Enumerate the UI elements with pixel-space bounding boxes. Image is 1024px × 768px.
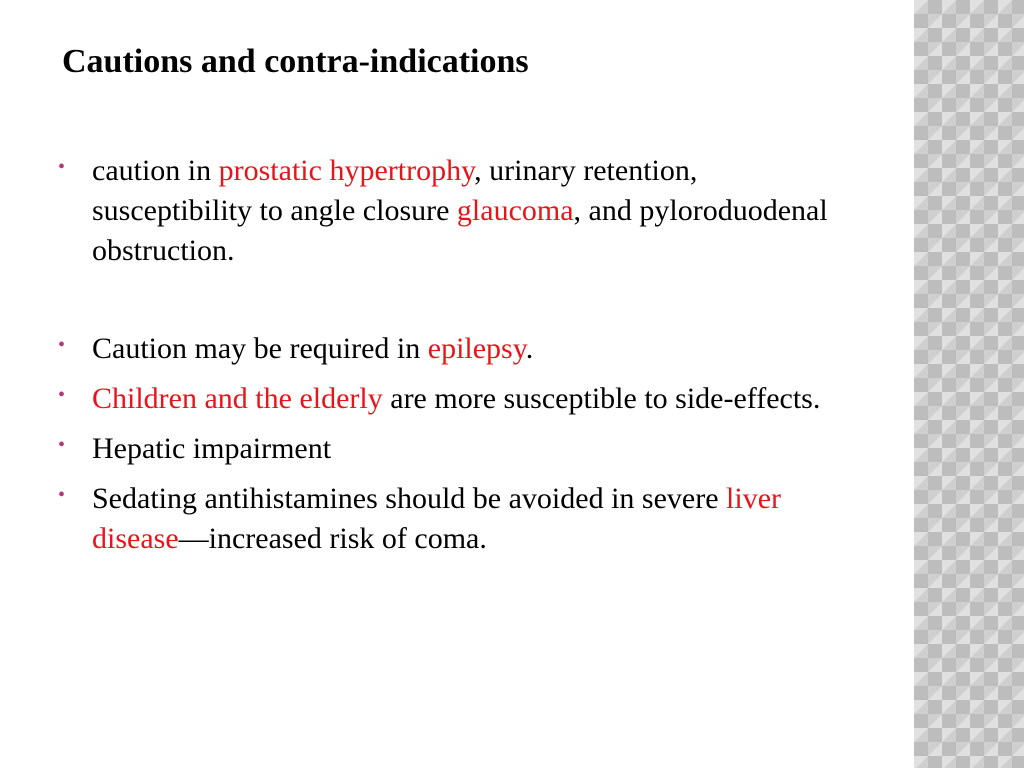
bullet-item-2 xyxy=(58,329,848,369)
bullet-item-4 xyxy=(58,429,848,469)
highlighted-term: prostatic hypertrophy xyxy=(218,154,475,187)
bullet-text: —increased risk of coma. xyxy=(178,522,487,555)
bullet-icon: • xyxy=(58,384,66,406)
bullet-text: . xyxy=(525,332,534,365)
highlighted-term: glaucoma xyxy=(456,194,574,227)
bullet-item-1 xyxy=(58,151,848,271)
bullet-text: Sedating antihistamines should be avoided in severe xyxy=(92,482,727,515)
highlighted-term: Children and the elderly xyxy=(92,382,383,415)
bullet-item-3 xyxy=(58,379,848,419)
bullet-icon: • xyxy=(58,434,66,456)
bullet-icon: • xyxy=(58,156,66,178)
slide-title: Cautions and contra-indications xyxy=(62,43,529,80)
highlighted-term: epilepsy xyxy=(427,332,526,365)
bullet-item-5 xyxy=(58,479,848,559)
bullet-text: caution in xyxy=(92,154,219,187)
decorative-side-panel xyxy=(914,0,1024,768)
bullet-text: , urinary retention, susceptibility to angle closure xyxy=(92,154,698,227)
bullet-icon: • xyxy=(58,334,66,356)
bullet-list xyxy=(58,151,848,559)
bullet-text: , and pyloroduodenal obstruction. xyxy=(92,194,828,267)
bullet-text: are more susceptible to side-effects. xyxy=(382,382,821,415)
highlighted-term: liver disease xyxy=(92,482,782,555)
bullet-text: Hepatic impairment xyxy=(92,432,332,465)
bullet-text: Caution may be required in xyxy=(92,332,428,365)
bullet-icon: • xyxy=(58,484,66,506)
